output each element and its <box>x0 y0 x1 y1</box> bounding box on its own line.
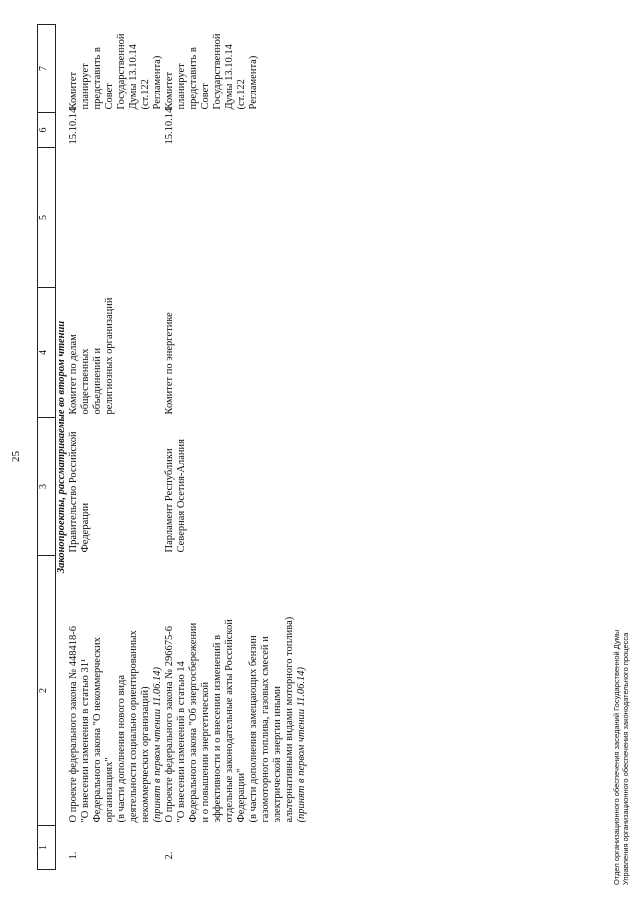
bill-line: деятельности социально ориентированных <box>128 630 139 823</box>
bill-line: Федерации" <box>236 768 247 823</box>
column-header: 3 <box>38 418 56 556</box>
date-cell: 15.10.14 <box>68 107 79 145</box>
column-header: 6 <box>38 113 56 148</box>
bill-line: (в части дополнения замещающих бензин <box>248 635 259 823</box>
bill-reading-note: (принят в первом чтении 11.06.14) <box>296 666 307 823</box>
row-number: 1. <box>68 851 79 860</box>
bill-line: "О внесении изменения в статью 31¹ <box>80 658 91 823</box>
bill-description <box>164 556 308 826</box>
table-row <box>164 25 308 870</box>
bill-line: О проекте федерального закона № 296675-6 <box>164 625 175 823</box>
committee-cell: Комитет по делам общественных объединений и религиозных организаций <box>68 297 115 415</box>
column-header: 7 <box>38 25 56 113</box>
footer-line: Управления организационного обеспечения законодательного процесса <box>621 632 630 885</box>
initiator-cell: Парламент Республики Северная Осетия-Алания <box>164 439 187 553</box>
column-header: 2 <box>38 556 56 826</box>
committee-cell: Комитет по энергетике <box>164 312 175 415</box>
agenda-table <box>37 24 308 870</box>
bill-line: О проекте федерального закона № 448418-6 <box>68 625 79 823</box>
column-header: 4 <box>38 288 56 418</box>
bill-line: некоммерческих организаций) <box>140 686 151 823</box>
date-cell: 15.10.14 <box>164 107 175 145</box>
page-footer <box>612 630 630 885</box>
bill-line: организациях" <box>104 757 115 823</box>
col5-cell <box>68 148 164 288</box>
footer-line: Отдел организационного обеспечения заседаний Государственной Думы <box>612 629 621 885</box>
col5-cell <box>164 148 308 288</box>
table-row <box>68 25 164 870</box>
table-header-row <box>38 25 56 870</box>
column-header: 5 <box>38 148 56 288</box>
bill-line: и о повышении энергетической <box>200 681 211 823</box>
bill-line: Федерального закона "О некоммерческих <box>92 637 103 823</box>
section-row <box>56 25 69 870</box>
bill-line: электрической энергии иными <box>272 686 283 823</box>
page-number: 25 <box>10 451 22 462</box>
bill-line: альтернативными видами моторного топлива) <box>284 616 295 823</box>
bill-description <box>68 556 164 826</box>
bill-line: (в части дополнения нового вида <box>116 674 127 823</box>
bill-line: эффективности и о внесении изменений в <box>212 634 223 823</box>
initiator-cell: Правительство Российской Федерации <box>68 431 91 553</box>
note-cell: Комитет планирует представить в Совет Государственной Думы 13.10.14 (ст.122 Регламента) <box>164 33 259 110</box>
bill-line: Федерального закона "Об энергосбережении <box>188 622 199 823</box>
bill-line: отдельные законодательные акты Российской <box>224 619 235 823</box>
row-number: 2. <box>164 851 175 860</box>
note-cell: Комитет планирует представить в Совет Государственной Думы 13.10.14 (ст.122 Регламента) <box>68 33 163 110</box>
column-header: 1 <box>38 826 56 870</box>
section-title: Законопроекты, рассматриваемые во втором чтении <box>56 320 67 574</box>
bill-line: "О внесении изменений в статью 14 <box>176 661 187 823</box>
bill-line: газомоторного топлива, газовых смесей и <box>260 636 271 823</box>
bill-reading-note: (принят в первом чтении 11.06.14) <box>152 666 163 823</box>
